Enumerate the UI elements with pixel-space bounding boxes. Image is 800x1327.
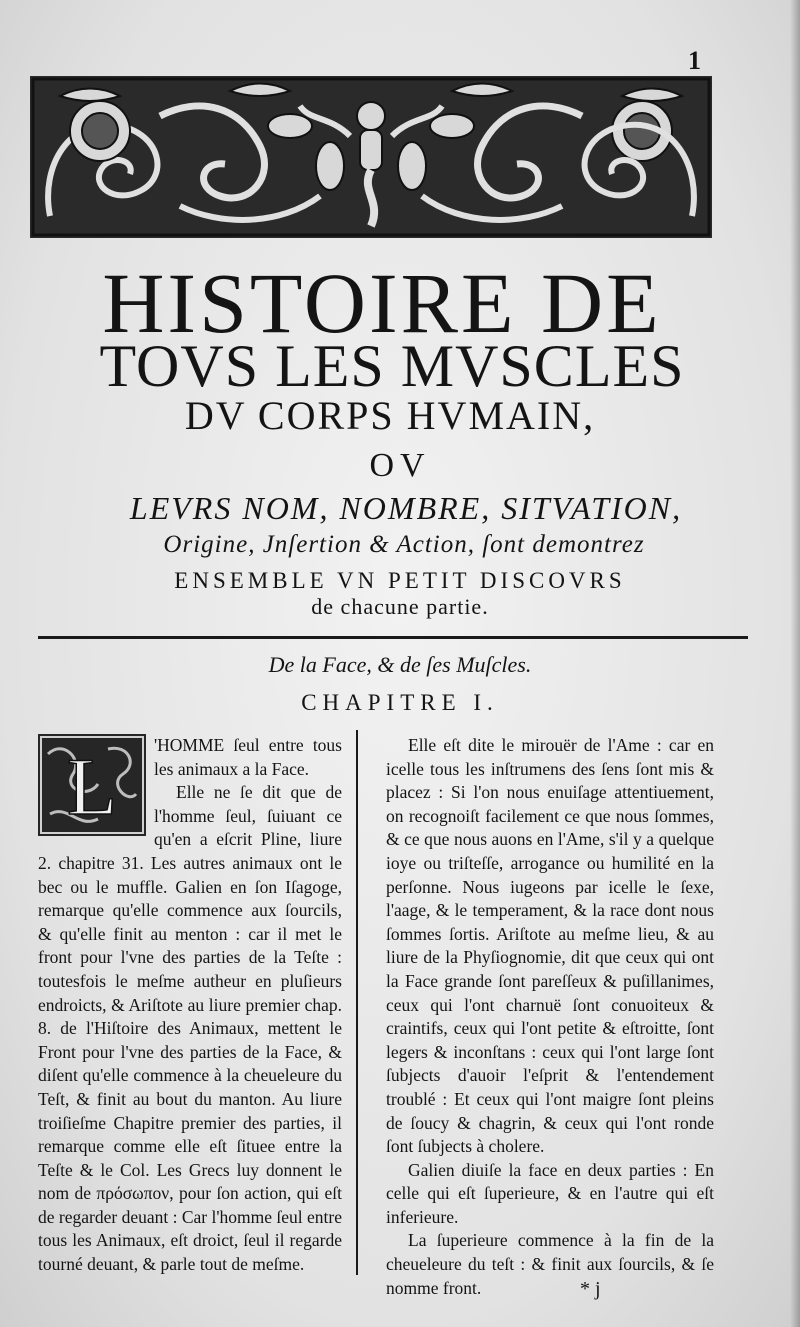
title-line-2: TOVS LES MVSCLES: [99, 333, 685, 399]
paragraph-left-2: Elle ne ſe dit que de l'homme ſeul, ſuiuant ce qu'en a eſcrit Pline, liure 2. chapitre 31. Les autres animaux ont le bec ou le muffle. Galien en ſon Iſagoge, remarque qu'elle commence aux ſourcils, & qu'elle finit au menton : car il met le front pour l'vne des parties de la Teſte : toutesfois le meſme autheur en pluſieurs endroicts, & Ariſtote au liure premier chap. 8. de l'Hiſtoire des Animaux, mettent le Front pour l'vne des parties de la Face, & diſent qu'elle commence à la cheueleure du Teſt, & finit au bout du manton. Au liure troiſieſme Chapitre premier des parties, il remarque comme elle eſt ſituee entre la Teſte & le Col. Les Grecs luy donnent le nom de πρόσωπον, pour ſon action, qui eſt de regarder deuant : Car l'homme ſeul entre tous les Animaux, eſt droict, ſeul il regarde tourné deuant, & parle tout de meſme.: [38, 782, 342, 1275]
chapter-title: CHAPITRE I.: [301, 690, 499, 715]
left-column: [38, 734, 342, 1277]
title-line-3: DV CORPS HVMAIN,: [184, 393, 596, 438]
title-line-5: LEVRS NOM, NOMBRE, SITVATION,: [129, 490, 683, 526]
paragraph-left-1: 'HOMME ſeul entre tous les animaux a la Face.: [154, 735, 342, 779]
paragraph-right-3: La ſuperieure commence à la fin de la cheueleure du teſt : & finit aux ſourcils, & ſe nomme front.: [386, 1230, 714, 1298]
section-title: De la Face, & de ſes Muſcles.: [268, 652, 532, 677]
title-line-7: ENSEMBLE VN PETIT DISCOVRS: [174, 568, 626, 593]
title-line-6: Origine, Jnſertion & Action, ſont demontrez: [163, 531, 645, 558]
paragraph-right-2: Galien diuiſe la face en deux parties : En celle qui eſt ſuperieure, & en l'autre qui eſt inferieure.: [386, 1159, 714, 1227]
dropcap-letter: L: [66, 741, 118, 832]
signature-mark: * j: [580, 1278, 601, 1300]
column-divider: [356, 730, 358, 1275]
right-column: [386, 734, 714, 1300]
title-line-8: de chacune partie.: [311, 594, 489, 619]
page-number: 1: [688, 46, 701, 75]
dropcap-letter-icon: [38, 734, 146, 836]
title-line-4: OV: [369, 447, 431, 484]
paragraph-right-1: Elle eſt dite le mirouër de l'Ame : car en icelle tous les inſtrumens des ſens ſont mis & placez : Si l'on nous enuiſage attentiuement, on recognoiſt facilement ce que nous ſommes, & ce que nous auons en l'Ame, s'il y a quelque ioye ou triſteſſe, arrogance ou humilité en la perſonne. Nous iugeons par icelle le ſexe, l'aage, & le temperament, & la race dont nous ſommes ſortis. Ariſtote au meſme lieu, & au liure de la Phyſiognomie, dit que ceux qui ont la Face grande ſont pareſſeux & puſillanimes, ceux qui l'ont charnuë ſont conuoiteux & craintifs, ceux qui l'ont petite & eſtroitte, ſont legers & inconſtans : ceux qui l'ont large ſont ſubjects d'auoir l'eſprit & l'entendement troublé : Et ceux qui l'ont maigre ſont pleins de ſoucy & chagrin, & ceux qui l'ont ronde ſont ſubjects à cholere.: [386, 735, 714, 1157]
horizontal-rule: [38, 636, 748, 639]
floral-headpiece-icon: [30, 76, 712, 238]
title-line-1: HISTOIRE DE: [102, 255, 662, 351]
